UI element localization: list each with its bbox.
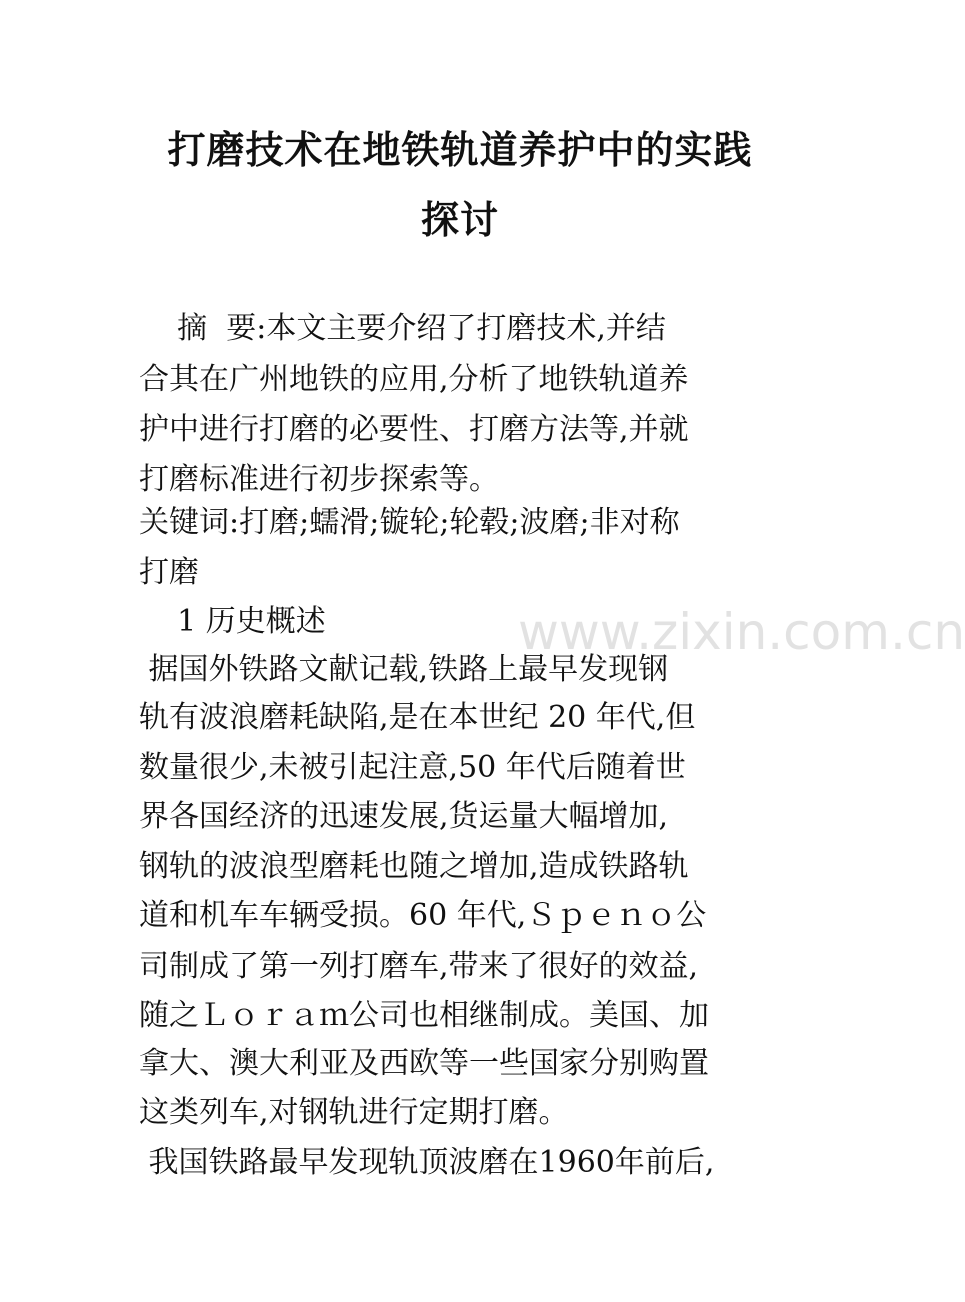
abstract-line-1: 摘 要:本文主要介绍了打磨技术,并结 — [139, 311, 666, 346]
body-line-6: 道和机车车辆受损。60 年代,Ｓｐｅｎｏ公 — [139, 898, 707, 933]
body-line-4: 界各国经济的迅速发展,货运量大幅增加, — [139, 799, 669, 834]
body-line-11: 我国铁路最早发现轨顶波磨在1960年前后, — [139, 1145, 715, 1180]
watermark: www.zixin.com.cn — [518, 603, 965, 661]
body-line-8: 随之Ｌｏｒａｍ公司也相继制成。美国、加 — [139, 998, 709, 1033]
body-line-7: 司制成了第一列打磨车,带来了很好的效益, — [139, 949, 699, 984]
document-title-line-2: 探讨 — [420, 198, 499, 242]
abstract-line-4: 打磨标准进行初步探索等。 — [139, 462, 499, 497]
section-heading: 1 历史概述 — [139, 604, 326, 639]
document-title-line-1: 打磨技术在地铁轨道养护中的实践 — [167, 128, 753, 172]
body-line-10: 这类列车,对钢轨进行定期打磨。 — [139, 1095, 569, 1130]
body-line-5: 钢轨的波浪型磨耗也随之增加,造成铁路轨 — [139, 849, 689, 884]
body-line-2: 轨有波浪磨耗缺陷,是在本世纪 20 年代,但 — [139, 700, 696, 735]
body-line-1: 据国外铁路文献记载,铁路上最早发现钢 — [139, 652, 669, 687]
body-line-9: 拿大、澳大利亚及西欧等一些国家分别购置 — [139, 1046, 709, 1081]
body-line-3: 数量很少,未被引起注意,50 年代后随着世 — [139, 750, 686, 785]
keywords-line-1: 关键词:打磨;蠕滑;镟轮;轮毂;波磨;非对称 — [139, 505, 680, 540]
abstract-line-2: 合其在广州地铁的应用,分析了地铁轨道养 — [139, 362, 689, 397]
keywords-line-2: 打磨 — [139, 555, 199, 590]
abstract-line-3: 护中进行打磨的必要性、打磨方法等,并就 — [139, 412, 689, 447]
